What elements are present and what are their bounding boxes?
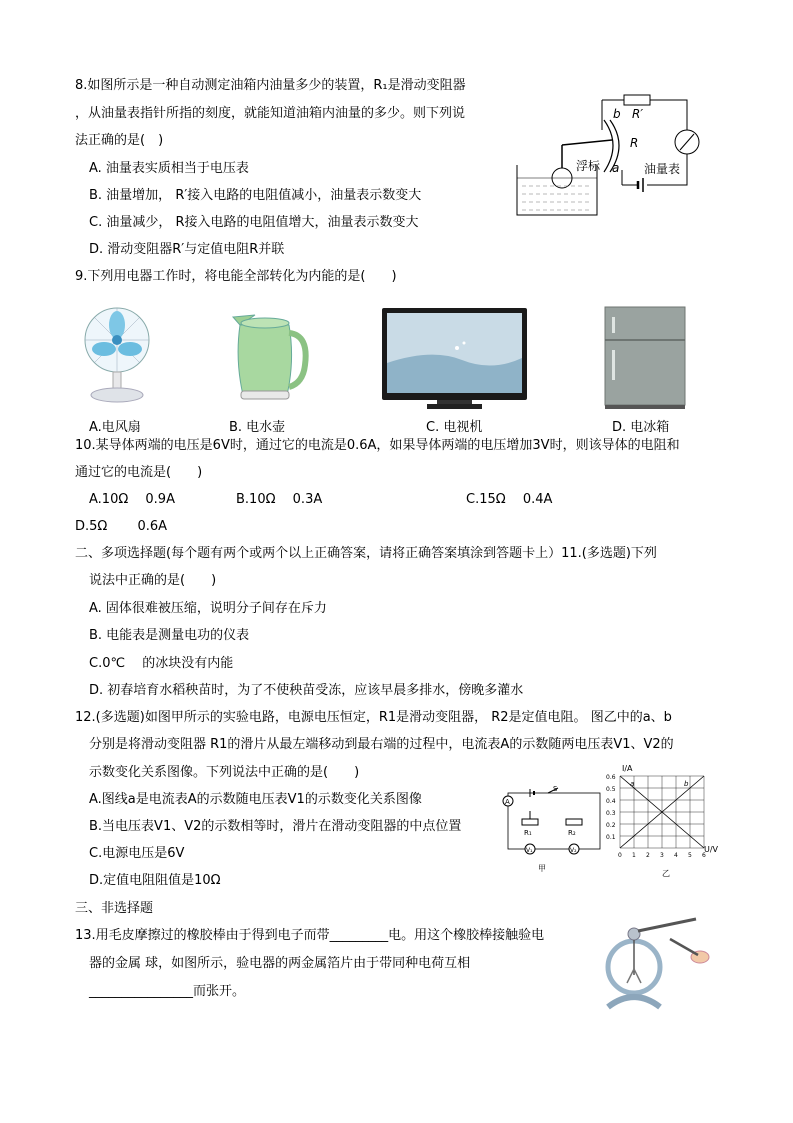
label-r2: R₂ xyxy=(568,829,576,837)
q8-line-3: 法正确的是( ) xyxy=(75,133,164,148)
label-oil-meter: 油量表 xyxy=(644,162,681,176)
q8-option-a: A. 油量表实质相当于电压表 xyxy=(89,161,249,176)
graph-xtick: 0 xyxy=(618,852,622,859)
q8-line-1: 8.如图所示是一种自动测定油箱内油量多少的装置，R₁是滑动变阻器 xyxy=(75,78,466,93)
q12-option-d: D.定值电阻阻值是10Ω xyxy=(89,873,221,888)
label-v1: V₁ xyxy=(526,847,533,854)
refrigerator-image xyxy=(600,305,692,410)
label-r1: R₁ xyxy=(524,829,532,837)
q10-line-1: 10.某导体两端的电压是6V时，通过它的电流是0.6A，如果导体两端的电压增加3V时，则该导体的电阻和 xyxy=(75,438,680,453)
q8-line-2: ，从油量表指针所指的刻度，就能知道油箱内油量的多少。则下列说 xyxy=(75,106,466,121)
q9-option-d: D. 电冰箱 xyxy=(612,420,670,435)
q9-option-c: C. 电视机 xyxy=(426,420,483,435)
graph-xtick: 3 xyxy=(660,852,664,859)
q10-option-d: D.5Ω 0.6A xyxy=(75,519,168,534)
q11-option-d: D. 初春培育水稻秧苗时，为了不使秧苗受冻，应该早晨多排水，傍晚多灌水 xyxy=(89,683,524,698)
graph-xtick: 5 xyxy=(688,852,692,859)
q11-stem-cont: 说法中正确的是( ) xyxy=(89,573,217,588)
graph-ytick: 0.6 xyxy=(606,774,616,781)
circuit-diagram-jia xyxy=(498,783,610,878)
graph-xtick: 6 xyxy=(702,852,706,859)
graph-ytick: 0.5 xyxy=(606,786,616,793)
q10-option-b: B.10Ω 0.3A xyxy=(236,492,323,507)
section2-heading: 二、多项选择题(每个题有两个或两个以上正确答案，请将正确答案填涂到答题卡上）11.(多选题)下列 xyxy=(75,546,657,561)
resistor-r-prime xyxy=(624,95,650,105)
graph-xtick: 2 xyxy=(646,852,650,859)
q12-line-2: 分别是将滑动变阻器 R1的滑片从最左端移动到最右端的过程中，电流表A的示数随两电压表V1、V2的 xyxy=(89,737,674,752)
graph-label-b: b xyxy=(684,780,689,788)
resistor-r2 xyxy=(566,819,582,825)
label-b: b xyxy=(613,107,621,121)
q11-option-a: A. 固体很难被压缩，说明分子间存在斥力 xyxy=(89,601,327,616)
label-r: R xyxy=(630,136,639,150)
q9-option-b: B. 电水壶 xyxy=(229,420,286,435)
q10-option-c: C.15Ω 0.4A xyxy=(466,492,553,507)
q13-line-3: ________________而张开。 xyxy=(89,984,246,999)
q12-option-a: A.图线a是电流表A的示数随电压表V1的示数变化关系图像 xyxy=(89,792,422,807)
label-float: 浮标 xyxy=(576,159,601,173)
label-switch: S xyxy=(553,785,558,793)
label-a: a xyxy=(612,161,620,175)
graph-yi xyxy=(604,760,729,880)
graph-xlabel: U/V xyxy=(704,845,719,854)
q13-line-1: 13.用毛皮摩擦过的橡胶棒由于得到电子而带_________电。用这个橡胶棒接触验电 xyxy=(75,928,545,943)
graph-xtick: 4 xyxy=(674,852,678,859)
graph-ytick: 0.2 xyxy=(606,822,616,829)
graph-ylabel: I/A xyxy=(622,764,633,773)
oil-tank-gauge-figure xyxy=(512,90,722,220)
q12-option-b: B.当电压表V1、V2的示数相等时，滑片在滑动变阻器的中点位置 xyxy=(89,819,462,834)
label-jia: 甲 xyxy=(538,864,546,873)
q8-option-b: B. 油量增加， R′接入电路的电阻值减小，油量表示数变大 xyxy=(89,188,422,203)
q8-option-c: C. 油量减少， R接入电路的电阻值增大，油量表示数变大 xyxy=(89,215,419,230)
electric-fan-image xyxy=(80,305,155,405)
q12-line-3: 示数变化关系图像。下列说法中正确的是( ) xyxy=(89,765,360,780)
label-r-prime: R′ xyxy=(632,107,644,121)
label-yi: 乙 xyxy=(662,869,670,878)
graph-label-a: a xyxy=(630,780,635,788)
q11-option-c: C.0℃ 的冰块没有内能 xyxy=(89,656,234,671)
q12-option-c: C.电源电压是6V xyxy=(89,846,185,861)
section3-heading: 三、非选择题 xyxy=(75,901,154,916)
resistor-r1 xyxy=(522,819,538,825)
q10-line-2: 通过它的电流是( ) xyxy=(75,465,203,480)
graph-xtick: 1 xyxy=(632,852,636,859)
q9-stem: 9.下列用电器工作时，将电能全部转化为内能的是( ) xyxy=(75,269,397,284)
q13-line-2: 器的金属 球，如图所示，验电器的两金属箔片由于带同种电荷互相 xyxy=(89,956,471,971)
electroscope-image xyxy=(600,917,715,1015)
label-v2: V₂ xyxy=(570,847,577,854)
q10-option-a: A.10Ω 0.9A xyxy=(89,492,175,507)
graph-ytick: 0.4 xyxy=(606,798,616,805)
electric-kettle-image xyxy=(225,305,310,405)
graph-ytick: 0.1 xyxy=(606,834,616,841)
label-ammeter: A xyxy=(505,798,510,806)
graph-ytick: 0.3 xyxy=(606,810,616,817)
q8-option-d: D. 滑动变阻器R′与定值电阻R并联 xyxy=(89,242,285,257)
q11-option-b: B. 电能表是测量电功的仪表 xyxy=(89,628,250,643)
television-image xyxy=(382,308,527,411)
q12-line-1: 12.(多选题)如图甲所示的实验电路，电源电压恒定，R1是滑动变阻器， R2是定值电阻。 图乙中的a、b xyxy=(75,710,672,725)
q9-option-a: A.电风扇 xyxy=(89,420,141,435)
